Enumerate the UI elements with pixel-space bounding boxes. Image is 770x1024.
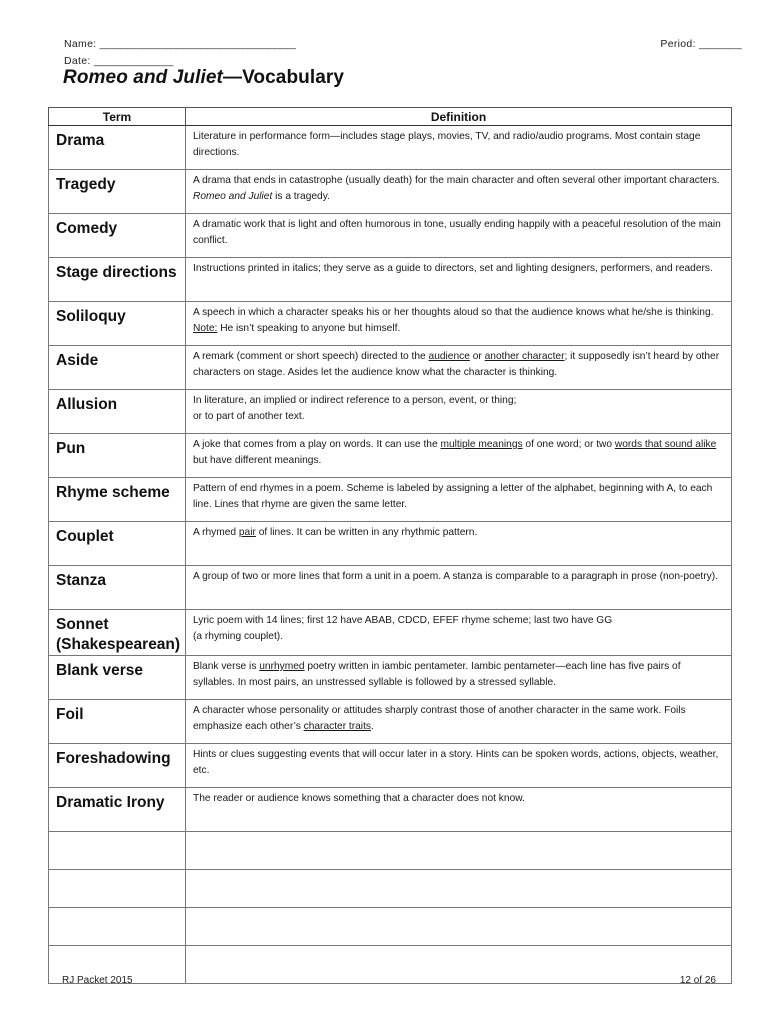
definition-text: A dramatic work that is light and often humorous in tone, usually ending happily with a peaceful resolution of the main conflict. <box>193 219 721 246</box>
definition-cell <box>186 170 732 214</box>
table-row <box>49 788 732 832</box>
underlined-text: character traits <box>303 721 371 732</box>
definition-text: or <box>469 351 485 362</box>
definition-cell <box>186 346 732 390</box>
definition-text: or to part of another text. <box>193 411 305 422</box>
definition-text: A speech in which a character speaks his or her thoughts aloud so that the audience knows what he/she is thinking. <box>193 307 714 318</box>
term-cell: Blank verse <box>49 656 186 700</box>
definition-text: Lyric poem with 14 lines; first 12 have ABAB, CDCD, EFEF rhyme scheme; last two have GG <box>193 615 613 626</box>
definition-text: In literature, an implied or indirect reference to a person, event, or thing; <box>193 395 517 406</box>
underlined-text: multiple meanings <box>440 439 523 450</box>
italic-text: Romeo and Juliet <box>193 191 273 202</box>
vocabulary-table <box>48 107 732 984</box>
blank-definition-cell <box>186 946 732 984</box>
blank-term-cell <box>49 870 186 908</box>
blank-row <box>49 870 732 908</box>
blank-term-cell <box>49 908 186 946</box>
definition-text: of lines. It can be written in any rhythmic pattern. <box>255 527 478 538</box>
term-cell: Pun <box>49 434 186 478</box>
blank-row <box>49 946 732 984</box>
table-header-row <box>49 108 732 126</box>
table-row <box>49 390 732 434</box>
term-cell: Comedy <box>49 214 186 258</box>
table-row <box>49 214 732 258</box>
table-row <box>49 434 732 478</box>
definition-text: Hints or clues suggesting events that will occur later in a story. Hints can be spoken words, actions, objects, weather, etc. <box>193 749 719 776</box>
table-row <box>49 478 732 522</box>
term-column-header: Term <box>49 108 186 126</box>
table-row <box>49 346 732 390</box>
definition-text: A group of two or more lines that form a unit in a poem. A stanza is comparable to a paragraph in prose (non-poetry). <box>193 571 718 582</box>
blank-definition-cell <box>186 870 732 908</box>
term-cell: Tragedy <box>49 170 186 214</box>
definition-cell <box>186 522 732 566</box>
date-line: Date: _____________ <box>64 55 174 67</box>
underlined-text: unrhymed <box>259 661 305 672</box>
definition-text: He isn’t speaking to anyone but himself. <box>217 323 401 334</box>
definition-text: A joke that comes from a play on words. It can use the <box>193 439 441 450</box>
definition-text: poetry written in iambic pentameter. Iambic pentameter—each line has five pairs of syllables. In most pairs, an unstressed syllable is followed by a stressed syllable. <box>193 661 681 688</box>
term-cell: Stanza <box>49 566 186 610</box>
blank-definition-cell <box>186 908 732 946</box>
term-cell: Soliloquy <box>49 302 186 346</box>
term-cell: Foreshadowing <box>49 744 186 788</box>
term-cell: Rhyme scheme <box>49 478 186 522</box>
footer-right: 12 of 26 <box>679 975 716 986</box>
underlined-text: words that sound alike <box>614 439 717 450</box>
term-cell: Drama <box>49 126 186 170</box>
definition-text: is a tragedy. <box>272 191 330 202</box>
definition-text: of one word; or two <box>522 439 615 450</box>
definition-cell <box>186 126 732 170</box>
blank-row <box>49 832 732 870</box>
title-rest: —Vocabulary <box>222 67 345 88</box>
table-row <box>49 522 732 566</box>
table-row <box>49 656 732 700</box>
definition-text: ; it supposedly isn’t heard by other characters on stage. Asides let the audience know what the character is thinking. <box>193 351 720 378</box>
table-row <box>49 170 732 214</box>
name-line: Name: ________________________________ <box>64 38 297 50</box>
definition-text: but have different meanings. <box>193 455 322 466</box>
term-cell: Allusion <box>49 390 186 434</box>
definition-text: Blank verse is <box>193 661 260 672</box>
definition-cell <box>186 214 732 258</box>
definition-cell <box>186 478 732 522</box>
definition-cell <box>186 566 732 610</box>
period-line: Period: _______ <box>660 38 742 50</box>
definition-cell <box>186 788 732 832</box>
table-row <box>49 258 732 302</box>
table-row <box>49 566 732 610</box>
definition-cell <box>186 258 732 302</box>
term-cell: Foil <box>49 700 186 744</box>
table-row <box>49 610 732 656</box>
table-row <box>49 302 732 346</box>
definition-cell <box>186 610 732 656</box>
underlined-text: another character <box>484 351 565 362</box>
blank-row <box>49 908 732 946</box>
definition-cell <box>186 744 732 788</box>
footer-left: RJ Packet 2015 <box>62 975 133 986</box>
blank-term-cell <box>49 832 186 870</box>
definition-text: A rhymed <box>193 527 239 538</box>
definition-text: The reader or audience knows something that a character does not know. <box>193 793 525 804</box>
vocabulary-table-body <box>49 126 732 984</box>
title-italic: Romeo and Juliet <box>63 67 223 88</box>
definition-text: Pattern of end rhymes in a poem. Scheme is labeled by assigning a letter of the alphabet, beginning with A, to each line. Lines that rhyme are given the same letter. <box>193 483 713 510</box>
page-title <box>63 67 344 89</box>
underlined-text: Note: <box>193 323 218 334</box>
term-cell: Couplet <box>49 522 186 566</box>
definition-column-header: Definition <box>186 108 732 126</box>
table-row <box>49 126 732 170</box>
definition-text: Literature in performance form—includes stage plays, movies, TV, and radio/audio programs. Most contain stage directions. <box>193 131 701 158</box>
definition-text: . <box>371 721 374 732</box>
term-cell: Sonnet (Shakespearean) <box>49 610 186 656</box>
definition-text: (a rhyming couplet). <box>193 631 284 642</box>
term-cell: Aside <box>49 346 186 390</box>
definition-cell <box>186 302 732 346</box>
definition-text: Instructions printed in italics; they serve as a guide to directors, set and lighting designers, performers, and readers. <box>193 263 713 274</box>
definition-text: A drama that ends in catastrophe (usually death) for the main character and often several other important characters. <box>193 175 720 186</box>
blank-definition-cell <box>186 832 732 870</box>
definition-cell <box>186 700 732 744</box>
definition-text: A remark (comment or short speech) directed to the <box>193 351 429 362</box>
table-row <box>49 744 732 788</box>
underlined-text: pair <box>238 527 256 538</box>
definition-cell <box>186 434 732 478</box>
definition-cell <box>186 390 732 434</box>
term-cell: Dramatic Irony <box>49 788 186 832</box>
underlined-text: audience <box>428 351 470 362</box>
table-row <box>49 700 732 744</box>
definition-cell <box>186 656 732 700</box>
definition-text: A character whose personality or attitudes sharply contrast those of another character in the same work. Foils emphasize each other’s <box>193 705 686 732</box>
term-cell: Stage directions <box>49 258 186 302</box>
